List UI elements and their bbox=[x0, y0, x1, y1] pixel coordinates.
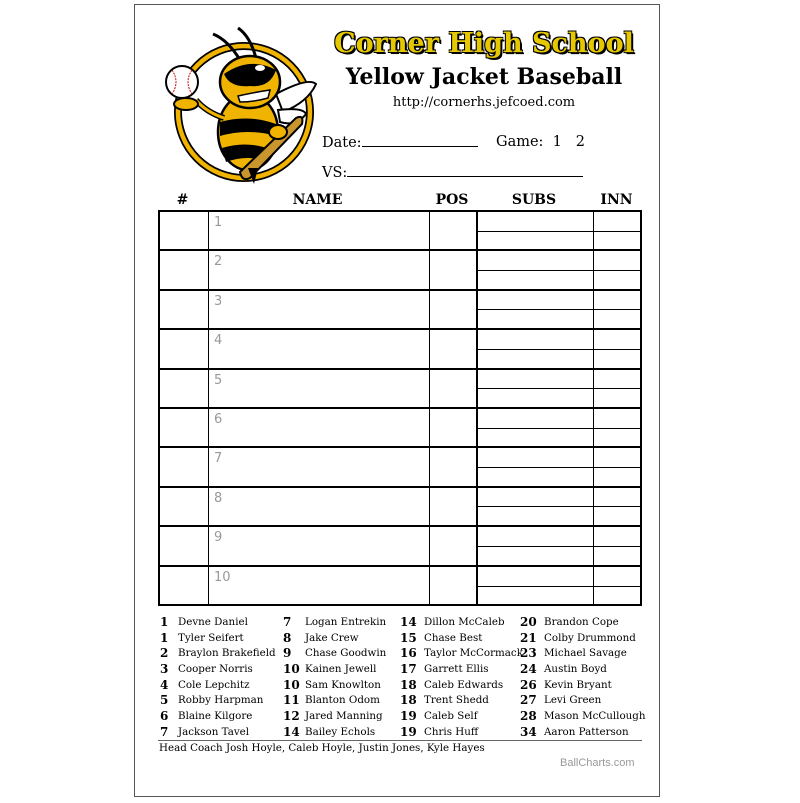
batting-order-number: 8 bbox=[214, 490, 223, 506]
subs-cell[interactable] bbox=[478, 409, 594, 446]
roster-player bbox=[283, 661, 386, 677]
date-blank-line[interactable] bbox=[362, 134, 478, 147]
roster-player bbox=[520, 645, 646, 661]
lineup-row bbox=[160, 330, 640, 369]
subs-cell[interactable] bbox=[478, 527, 594, 564]
school-url: http://cornerhs.jefcoed.com bbox=[392, 95, 576, 110]
inn-cell[interactable] bbox=[594, 409, 640, 446]
team-roster bbox=[158, 614, 646, 740]
roster-player bbox=[160, 630, 276, 646]
roster-player bbox=[520, 708, 646, 724]
player-name: Sam Knowlton bbox=[305, 678, 381, 691]
player-name: Bailey Echols bbox=[305, 725, 376, 738]
number-cell[interactable] bbox=[160, 488, 209, 525]
player-number: 19 bbox=[400, 724, 417, 739]
player-number: 2 bbox=[160, 646, 169, 661]
player-number: 14 bbox=[283, 724, 300, 739]
lineup-row bbox=[160, 567, 640, 606]
roster-player bbox=[283, 692, 386, 708]
lineup-row bbox=[160, 488, 640, 527]
player-number: 14 bbox=[400, 614, 417, 629]
player-number: 1 bbox=[160, 630, 169, 645]
header-number: # bbox=[176, 192, 189, 208]
pos-cell[interactable] bbox=[430, 212, 478, 249]
player-number: 8 bbox=[283, 630, 292, 645]
roster-player bbox=[160, 724, 276, 740]
player-name: Robby Harpman bbox=[178, 694, 264, 707]
lineup-row bbox=[160, 251, 640, 290]
team-name: Yellow Jacket Baseball bbox=[345, 64, 623, 90]
roster-player bbox=[520, 614, 646, 630]
player-number: 11 bbox=[283, 693, 300, 708]
player-name: Levi Green bbox=[544, 694, 602, 707]
roster-player bbox=[400, 661, 523, 677]
game-label: Game: 1 2 bbox=[496, 134, 585, 150]
player-name: Kevin Bryant bbox=[544, 678, 612, 691]
roster-player bbox=[400, 677, 523, 693]
player-name: Chase Goodwin bbox=[305, 647, 387, 660]
player-name: Taylor McCormack bbox=[424, 647, 523, 660]
roster-player bbox=[520, 630, 646, 646]
lineup-row bbox=[160, 291, 640, 330]
number-cell[interactable] bbox=[160, 527, 209, 564]
pos-cell[interactable] bbox=[430, 488, 478, 525]
roster-player bbox=[283, 677, 386, 693]
batting-order-number: 9 bbox=[214, 530, 223, 546]
inn-cell[interactable] bbox=[594, 448, 640, 485]
lineup-row bbox=[160, 448, 640, 487]
player-number: 26 bbox=[520, 677, 537, 692]
player-name: Logan Entrekin bbox=[305, 615, 387, 628]
player-number: 17 bbox=[400, 661, 417, 676]
player-name: Tyler Seifert bbox=[178, 631, 244, 644]
player-number: 3 bbox=[160, 661, 169, 676]
number-cell[interactable] bbox=[160, 409, 209, 446]
name-cell[interactable] bbox=[209, 488, 430, 525]
player-name: Blaine Kilgore bbox=[178, 709, 253, 722]
player-number: 6 bbox=[160, 708, 169, 723]
inn-cell[interactable] bbox=[594, 527, 640, 564]
player-name: Aaron Patterson bbox=[544, 725, 629, 738]
player-name: Chase Best bbox=[424, 631, 483, 644]
roster-player bbox=[400, 724, 523, 740]
roster-player bbox=[283, 614, 386, 630]
subs-cell[interactable] bbox=[478, 488, 594, 525]
roster-player bbox=[520, 661, 646, 677]
footer-divider bbox=[158, 740, 642, 741]
roster-player bbox=[400, 692, 523, 708]
lineup-row bbox=[160, 370, 640, 409]
inn-cell[interactable] bbox=[594, 370, 640, 407]
player-name: Jared Manning bbox=[305, 709, 383, 722]
player-name: Caleb Edwards bbox=[424, 678, 504, 691]
player-number: 18 bbox=[400, 693, 417, 708]
player-name: Mason McCullough bbox=[544, 709, 646, 722]
pos-cell[interactable] bbox=[430, 527, 478, 564]
roster-player bbox=[283, 708, 386, 724]
roster-player bbox=[520, 677, 646, 693]
player-number: 7 bbox=[160, 724, 169, 739]
player-number: 7 bbox=[283, 614, 292, 629]
batting-order-number: 7 bbox=[214, 451, 223, 467]
header-name: NAME bbox=[292, 192, 343, 208]
pos-cell[interactable] bbox=[430, 251, 478, 288]
subs-cell[interactable] bbox=[478, 448, 594, 485]
roster-player bbox=[400, 630, 523, 646]
school-name: Corner High School bbox=[334, 28, 634, 59]
number-cell[interactable] bbox=[160, 212, 209, 249]
ballcharts-credit: BallCharts.com bbox=[560, 757, 635, 769]
number-cell[interactable] bbox=[160, 448, 209, 485]
name-cell[interactable] bbox=[209, 409, 430, 446]
player-name: Cooper Norris bbox=[178, 662, 253, 675]
header-subs: SUBS bbox=[511, 192, 557, 208]
vs-label: VS: bbox=[322, 165, 348, 181]
pos-cell[interactable] bbox=[430, 448, 478, 485]
inn-cell[interactable] bbox=[594, 567, 640, 606]
player-number: 19 bbox=[400, 708, 417, 723]
roster-player bbox=[160, 708, 276, 724]
roster-player bbox=[520, 724, 646, 740]
inn-cell[interactable] bbox=[594, 212, 640, 249]
roster-player bbox=[400, 614, 523, 630]
header-pos: POS bbox=[435, 192, 469, 208]
player-number: 15 bbox=[400, 630, 417, 645]
roster-player bbox=[520, 692, 646, 708]
roster-column bbox=[160, 614, 276, 740]
vs-blank-line[interactable] bbox=[347, 164, 583, 177]
roster-column bbox=[283, 614, 386, 740]
player-number: 34 bbox=[520, 724, 537, 739]
batting-order-number: 2 bbox=[214, 254, 223, 270]
number-cell[interactable] bbox=[160, 291, 209, 328]
roster-player bbox=[160, 677, 276, 693]
player-number: 12 bbox=[283, 708, 300, 723]
roster-player bbox=[283, 645, 386, 661]
roster-column bbox=[400, 614, 523, 740]
batting-order-number: 5 bbox=[214, 372, 223, 388]
player-number: 24 bbox=[520, 661, 537, 676]
pos-cell[interactable] bbox=[430, 370, 478, 407]
player-name: Brandon Cope bbox=[544, 615, 619, 628]
coaching-staff: Head Coach Josh Hoyle, Caleb Hoyle, Justin Jones, Kyle Hayes bbox=[159, 742, 485, 754]
date-field bbox=[322, 134, 478, 151]
player-number: 20 bbox=[520, 614, 537, 629]
name-cell[interactable] bbox=[209, 567, 430, 606]
roster-player bbox=[160, 661, 276, 677]
inn-cell[interactable] bbox=[594, 291, 640, 328]
player-name: Jackson Tavel bbox=[178, 725, 250, 738]
player-number: 10 bbox=[283, 661, 300, 676]
player-name: Caleb Self bbox=[424, 709, 478, 722]
player-number: 28 bbox=[520, 708, 537, 723]
player-name: Braylon Brakefield bbox=[178, 647, 276, 660]
player-number: 18 bbox=[400, 677, 417, 692]
player-name: Trent Shedd bbox=[424, 694, 489, 707]
player-number: 1 bbox=[160, 614, 169, 629]
subs-cell[interactable] bbox=[478, 212, 594, 249]
inn-cell[interactable] bbox=[594, 251, 640, 288]
roster-player bbox=[160, 614, 276, 630]
lineup-table bbox=[158, 210, 642, 606]
name-cell[interactable] bbox=[209, 291, 430, 328]
name-cell[interactable] bbox=[209, 212, 430, 249]
lineup-row bbox=[160, 409, 640, 448]
player-name: Colby Drummond bbox=[544, 631, 636, 644]
player-number: 4 bbox=[160, 677, 169, 692]
player-name: Cole Lepchitz bbox=[178, 678, 250, 691]
inn-cell[interactable] bbox=[594, 330, 640, 367]
player-name: Dillon McCaleb bbox=[424, 615, 505, 628]
player-name: Chris Huff bbox=[424, 725, 479, 738]
name-cell[interactable] bbox=[209, 527, 430, 564]
yellow-jacket-mascot-logo bbox=[158, 22, 323, 187]
roster-player bbox=[160, 645, 276, 661]
date-label: Date: bbox=[322, 135, 362, 151]
roster-player bbox=[400, 708, 523, 724]
subs-cell[interactable] bbox=[478, 567, 594, 606]
pos-cell[interactable] bbox=[430, 291, 478, 328]
number-cell[interactable] bbox=[160, 370, 209, 407]
pos-cell[interactable] bbox=[430, 409, 478, 446]
player-number: 10 bbox=[283, 677, 300, 692]
player-number: 27 bbox=[520, 693, 537, 708]
name-cell[interactable] bbox=[209, 251, 430, 288]
roster-player bbox=[400, 645, 523, 661]
pos-cell[interactable] bbox=[430, 567, 478, 606]
batting-order-number: 10 bbox=[214, 569, 231, 585]
header-inn: INN bbox=[600, 192, 633, 208]
roster-player bbox=[283, 724, 386, 740]
subs-cell[interactable] bbox=[478, 251, 594, 288]
batting-order-number: 1 bbox=[214, 215, 223, 230]
inn-cell[interactable] bbox=[594, 488, 640, 525]
lineup-row bbox=[160, 212, 640, 251]
player-number: 23 bbox=[520, 646, 537, 661]
subs-cell[interactable] bbox=[478, 370, 594, 407]
player-name: Devne Daniel bbox=[178, 615, 248, 628]
number-cell[interactable] bbox=[160, 567, 209, 606]
batting-order-number: 4 bbox=[214, 333, 223, 349]
batting-order-number: 6 bbox=[214, 412, 223, 427]
player-name: Kainen Jewell bbox=[305, 662, 377, 675]
subs-cell[interactable] bbox=[478, 291, 594, 328]
player-name: Jake Crew bbox=[305, 631, 359, 644]
player-name: Blanton Odom bbox=[305, 694, 380, 707]
name-cell[interactable] bbox=[209, 370, 430, 407]
player-number: 5 bbox=[160, 693, 169, 708]
vs-field bbox=[322, 164, 583, 181]
player-number: 16 bbox=[400, 646, 417, 661]
name-cell[interactable] bbox=[209, 448, 430, 485]
roster-player bbox=[283, 630, 386, 646]
subs-cell[interactable] bbox=[478, 330, 594, 367]
player-name: Austin Boyd bbox=[544, 662, 607, 675]
player-number: 21 bbox=[520, 630, 537, 645]
player-number: 9 bbox=[283, 646, 292, 661]
lineup-row bbox=[160, 527, 640, 566]
number-cell[interactable] bbox=[160, 330, 209, 367]
number-cell[interactable] bbox=[160, 251, 209, 288]
player-name: Michael Savage bbox=[544, 647, 627, 660]
batting-order-number: 3 bbox=[214, 293, 223, 309]
name-cell[interactable] bbox=[209, 330, 430, 367]
player-name: Garrett Ellis bbox=[424, 662, 489, 675]
roster-column bbox=[520, 614, 646, 740]
roster-player bbox=[160, 692, 276, 708]
pos-cell[interactable] bbox=[430, 330, 478, 367]
